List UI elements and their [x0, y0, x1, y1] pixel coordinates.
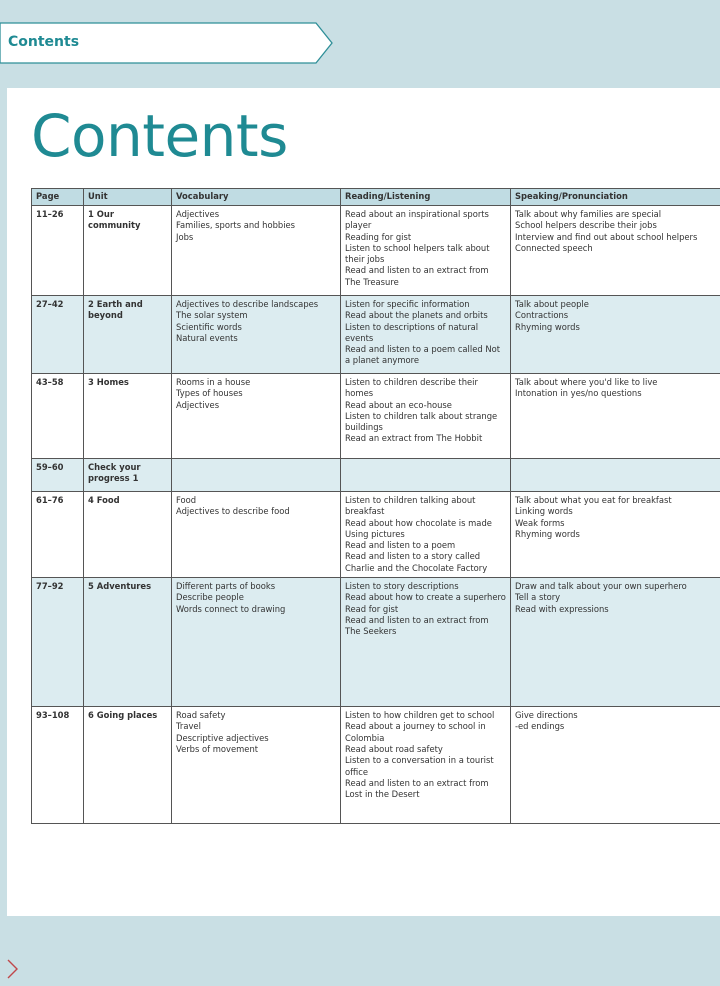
chevron-right-icon[interactable]	[6, 958, 20, 980]
speaking-item: Talk about where you'd like to live	[515, 377, 658, 387]
page-cell: 77–92	[32, 578, 84, 707]
content-page	[7, 88, 720, 916]
reading-item: Listen to a conversation in a tourist office	[345, 755, 494, 777]
vocab-item: Natural events	[176, 332, 238, 343]
reading-item: Read about an inspirational sports player	[345, 209, 489, 231]
reading-item: Read and listen to a story called Charlie and the Chocolate Factory	[345, 551, 488, 573]
page-cell: 93–108	[32, 707, 84, 824]
reading-item: Listen to descriptions of natural events	[345, 321, 479, 343]
reading-item: Read about an eco-house	[345, 399, 452, 410]
vocab-item: Descriptive adjectives	[176, 732, 269, 743]
unit-cell: 1 Our community	[84, 206, 172, 296]
speaking-item: -ed endings	[515, 721, 565, 732]
vocab-item: Jobs	[176, 231, 194, 242]
reading-item: Read an extract from The Hobbit	[345, 433, 483, 444]
vocab-cell	[172, 707, 341, 824]
speaking-item: Tell a story	[515, 592, 561, 603]
speaking-item: Weak forms	[515, 517, 565, 528]
vocab-cell	[172, 206, 341, 296]
speaking-item: Rhyming words	[515, 321, 580, 332]
reading-item: Using pictures	[345, 528, 405, 539]
unit-cell: 5 Adventures	[84, 578, 172, 707]
speaking-item: Linking words	[515, 506, 573, 517]
reading-item: Read about the planets and orbits	[345, 310, 488, 321]
reading-item: Read about how chocolate is made	[345, 517, 492, 528]
reading-item: Read and listen to a poem	[345, 540, 456, 551]
reading-item: Listen for specific information	[345, 299, 470, 309]
vocab-item: Road safety	[176, 710, 226, 721]
table-row	[32, 206, 720, 296]
reading-item: Read and listen to a poem called Not a planet anymore	[345, 344, 501, 366]
table-header-row	[32, 189, 720, 206]
reading-item: Read and listen to an extract from The Seekers	[345, 614, 489, 637]
unit-cell: Check your progress 1	[84, 459, 172, 492]
speaking-cell	[511, 492, 720, 578]
vocab-item: Types of houses	[176, 388, 243, 399]
vocab-cell	[172, 578, 341, 707]
reading-cell	[341, 492, 511, 578]
unit-cell: 4 Food	[84, 492, 172, 578]
speaking-item: Contractions	[515, 310, 569, 321]
vocab-item: Adjectives to describe landscapes	[176, 299, 319, 309]
reading-item: Listen to school helpers talk about their jobs	[345, 242, 490, 265]
speaking-item: Connected speech	[515, 242, 593, 253]
vocab-item: Adjectives	[176, 209, 220, 219]
vocab-item: Adjectives	[176, 399, 220, 410]
reading-cell	[341, 578, 511, 707]
unit-cell: 2 Earth and beyond	[84, 296, 172, 374]
table-row	[32, 492, 720, 578]
unit-cell: 3 Homes	[84, 374, 172, 459]
reading-cell	[341, 296, 511, 374]
tab-label: Contents	[8, 34, 80, 50]
vocab-item: The solar system	[176, 310, 248, 321]
vocab-item: Travel	[176, 721, 201, 732]
speaking-item: Rhyming words	[515, 528, 580, 539]
reading-item: Listen to how children get to school	[345, 710, 495, 721]
speaking-item: Interview and find out about school helpers	[515, 231, 698, 242]
section-tab[interactable]	[0, 22, 334, 64]
reading-item: Listen to children describe their homes	[345, 377, 478, 399]
header-page: Page	[32, 189, 84, 206]
speaking-cell	[511, 296, 720, 374]
reading-item: Reading for gist	[345, 231, 412, 242]
vocab-item: Scientific words	[176, 321, 242, 332]
speaking-item: Read with expressions	[515, 603, 609, 614]
page-cell: 43–58	[32, 374, 84, 459]
reading-item: Listen to children talk about strange buildings	[345, 410, 498, 433]
vocab-item: Different parts of books	[176, 581, 276, 592]
reading-item: Read about road safety	[345, 743, 443, 754]
header-reading-listening: Reading/Listening	[341, 189, 511, 206]
vocab-cell	[172, 459, 341, 492]
vocab-item: Words connect to drawing	[176, 603, 286, 614]
vocab-cell	[172, 374, 341, 459]
header-unit: Unit	[84, 189, 172, 206]
speaking-item: Intonation in yes/no questions	[515, 388, 642, 399]
reading-cell	[341, 707, 511, 824]
page-cell: 11–26	[32, 206, 84, 296]
page-cell: 27–42	[32, 296, 84, 374]
speaking-item: School helpers describe their jobs	[515, 220, 657, 231]
speaking-item: Give directions	[515, 710, 578, 721]
speaking-cell	[511, 707, 720, 824]
page-cell: 59–60	[32, 459, 84, 492]
speaking-item: Draw and talk about your own superhero	[515, 581, 687, 592]
reading-cell	[341, 206, 511, 296]
page-title: Contents	[31, 102, 288, 170]
speaking-item: Talk about why families are special	[515, 209, 662, 219]
reading-item: Read and listen to an extract from Lost in the Desert	[345, 777, 489, 800]
table-row	[32, 459, 720, 492]
vocab-cell	[172, 296, 341, 374]
header-vocabulary: Vocabulary	[172, 189, 341, 206]
reading-item: Read about a journey to school in Colombia	[345, 721, 486, 743]
speaking-cell	[511, 459, 720, 492]
page-cell: 61–76	[32, 492, 84, 578]
unit-cell: 6 Going places	[84, 707, 172, 824]
table-row	[32, 296, 720, 374]
table-row	[32, 374, 720, 459]
reading-item: Listen to children talking about breakfast	[345, 495, 476, 517]
contents-table	[31, 188, 720, 824]
speaking-cell	[511, 374, 720, 459]
speaking-cell	[511, 206, 720, 296]
vocab-cell	[172, 492, 341, 578]
vocab-item: Families, sports and hobbies	[176, 220, 296, 231]
reading-item: Read for gist	[345, 603, 399, 614]
reading-cell	[341, 459, 511, 492]
header-speaking-pronunciation: Speaking/Pronunciation	[511, 189, 720, 206]
table-row	[32, 707, 720, 824]
speaking-item: Talk about people	[515, 299, 589, 309]
reading-item: Read about how to create a superhero	[345, 592, 506, 603]
vocab-item: Verbs of movement	[176, 743, 259, 754]
reading-cell	[341, 374, 511, 459]
vocab-item: Food	[176, 495, 197, 505]
reading-item: Listen to story descriptions	[345, 581, 459, 592]
table-row	[32, 578, 720, 707]
reading-item: Read and listen to an extract from The Treasure	[345, 265, 489, 287]
vocab-item: Rooms in a house	[176, 377, 251, 387]
vocab-item: Adjectives to describe food	[176, 506, 290, 517]
vocab-item: Describe people	[176, 592, 244, 603]
speaking-cell	[511, 578, 720, 707]
speaking-item: Talk about what you eat for breakfast	[515, 495, 672, 505]
